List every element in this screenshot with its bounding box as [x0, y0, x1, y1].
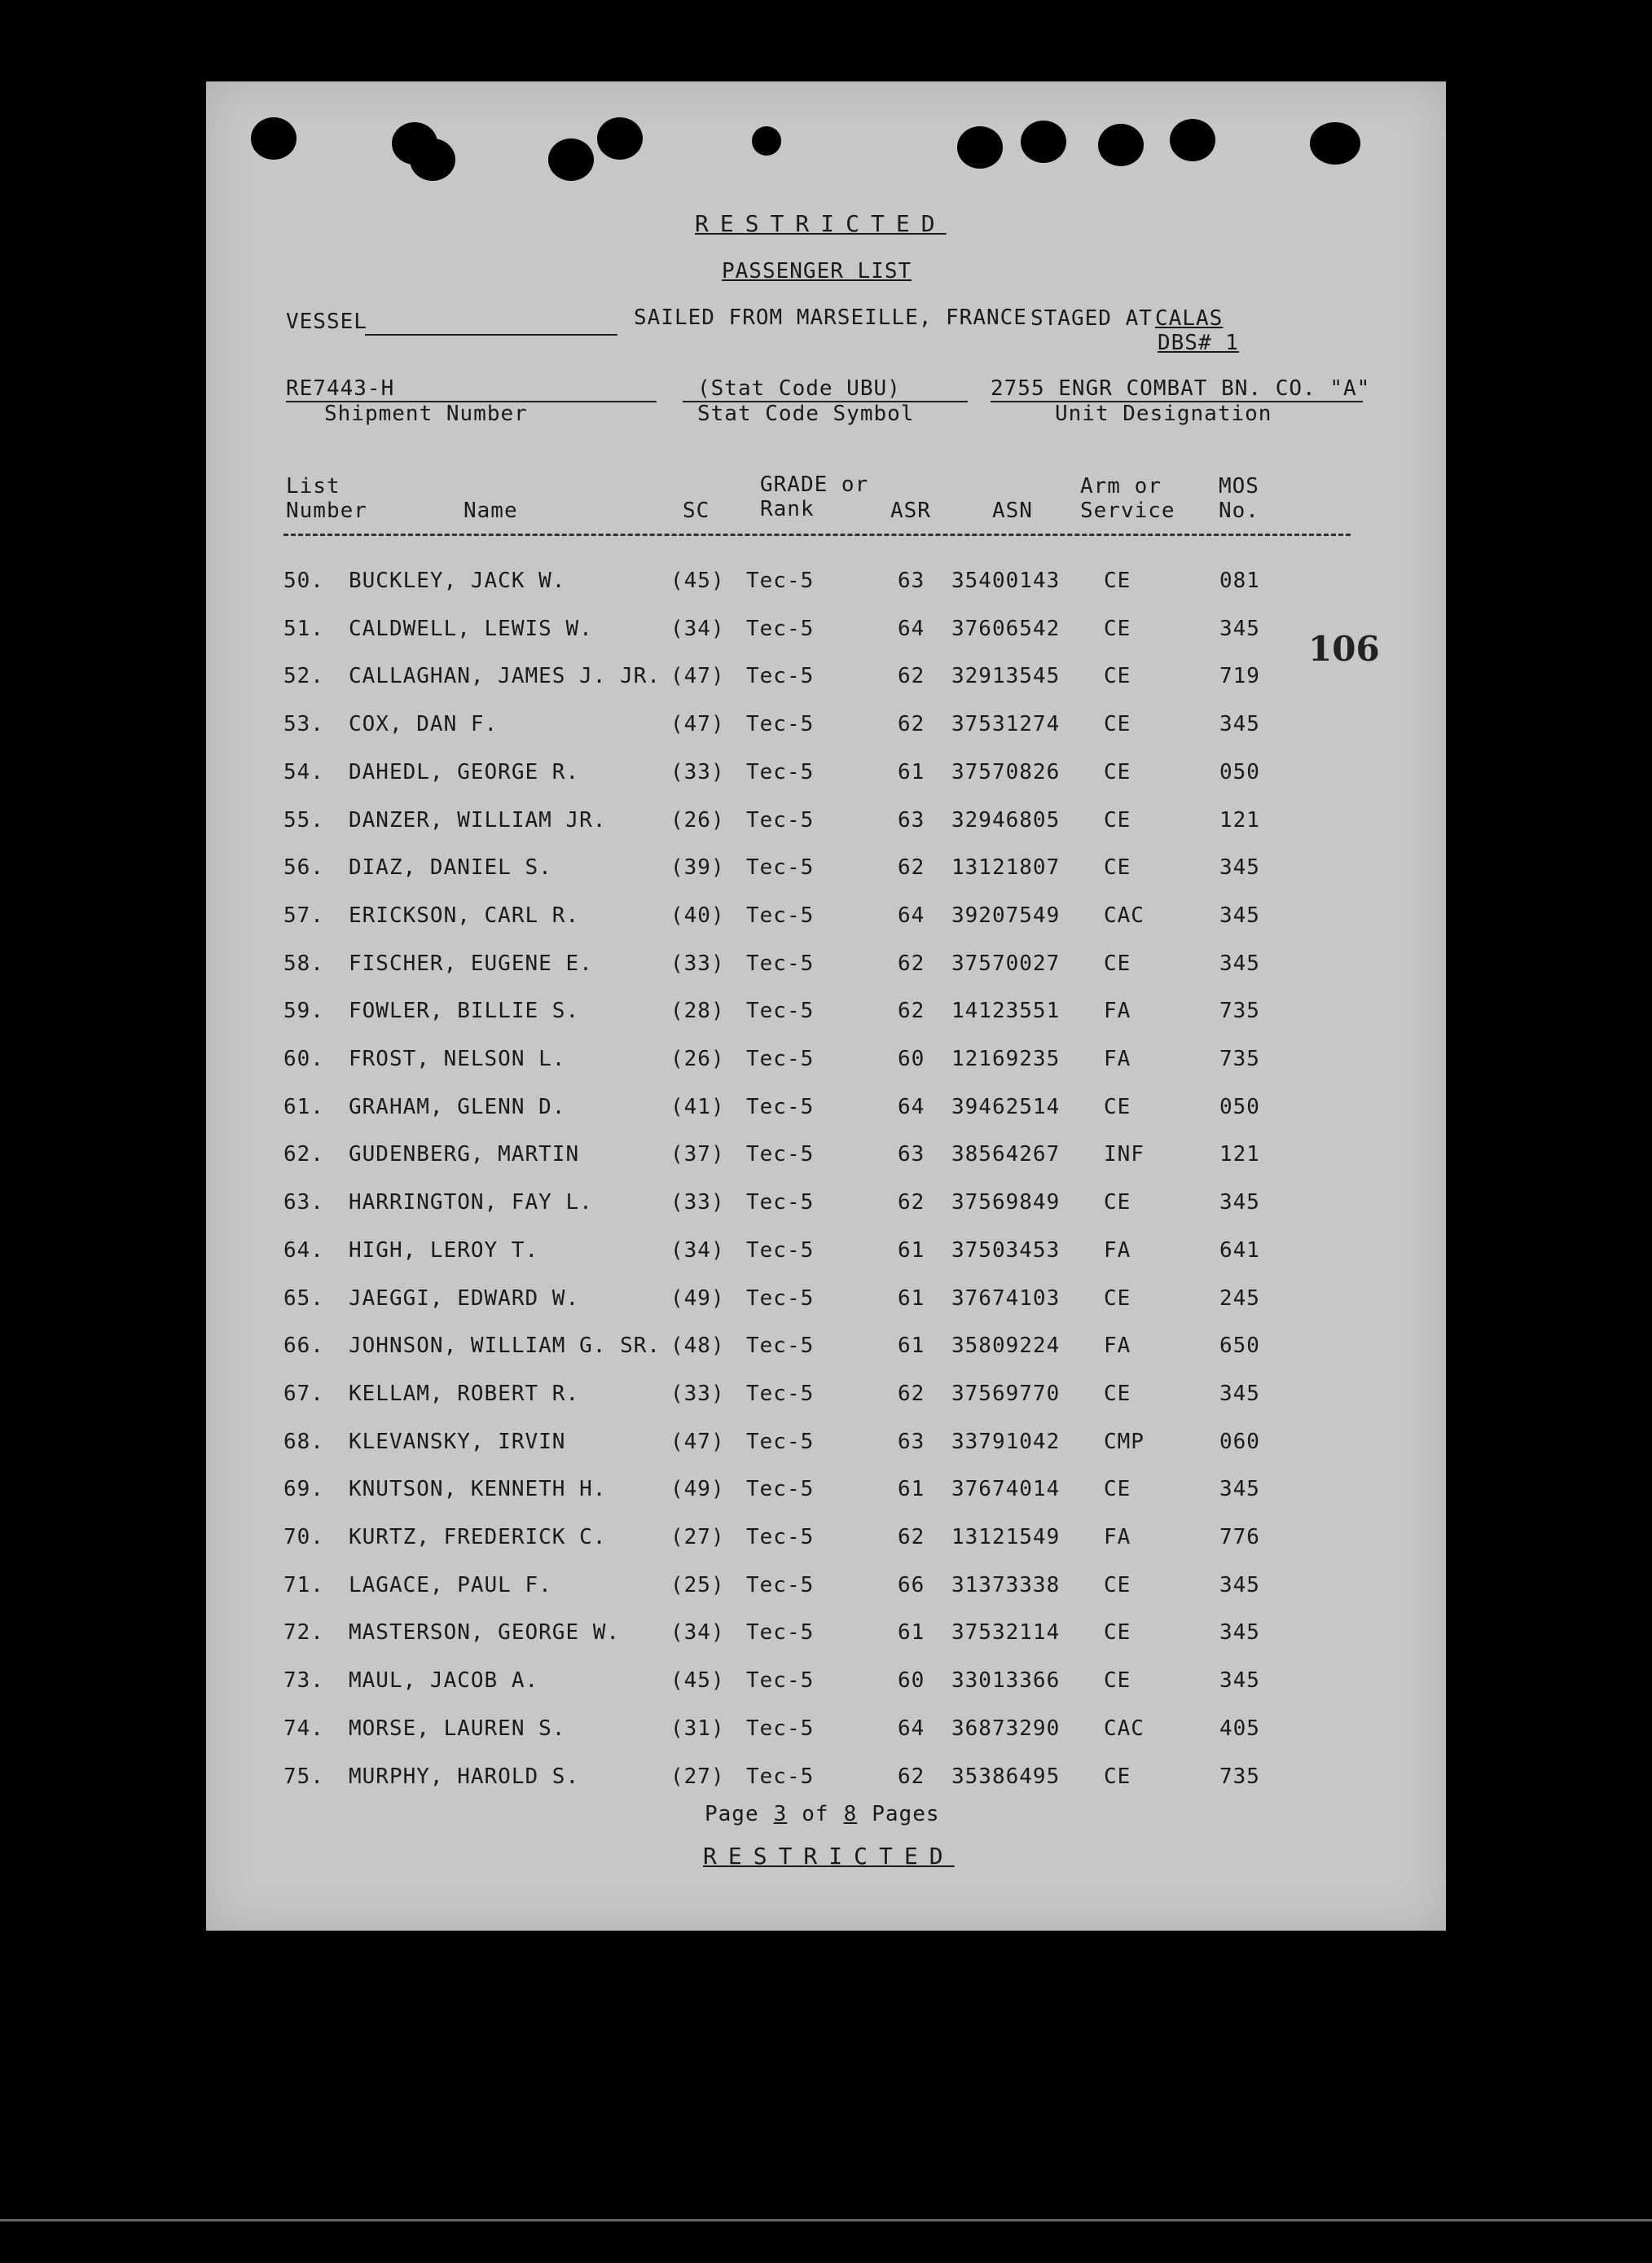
- cell-sc: (48): [670, 1334, 725, 1359]
- cell-mos: 735: [1219, 999, 1260, 1024]
- table-row: [206, 1238, 1428, 1271]
- cell-asn: 37570027: [951, 951, 1061, 976]
- cell-name: MORSE, LAUREN S.: [349, 1716, 566, 1741]
- cell-arm: CE: [1104, 1477, 1131, 1502]
- cell-asn: 37532114: [951, 1620, 1061, 1646]
- cell-no: 57.: [283, 903, 324, 928]
- cell-asr: 64: [898, 903, 925, 928]
- col-header-rank: Rank: [760, 497, 815, 521]
- cell-name: KLEVANSKY, IRVIN: [349, 1429, 566, 1454]
- cell-sc: (33): [670, 1190, 725, 1215]
- cell-name: CALLAGHAN, JAMES J. JR.: [349, 664, 661, 689]
- cell-grade: Tec-5: [746, 1047, 815, 1071]
- cell-asn: 37531274: [951, 712, 1061, 737]
- col-header-asn: ASN: [992, 499, 1033, 523]
- shipment-number: RE7443-H: [286, 376, 395, 401]
- cell-grade: Tec-5: [746, 855, 815, 881]
- cell-no: 59.: [283, 999, 324, 1024]
- cell-sc: (49): [670, 1477, 725, 1502]
- cell-sc: (28): [670, 999, 725, 1024]
- cell-grade: Tec-5: [746, 1285, 815, 1311]
- cell-no: 58.: [283, 951, 324, 976]
- cell-asn: 13121549: [951, 1525, 1061, 1549]
- col-header-list: List: [286, 474, 341, 499]
- cell-mos: 345: [1219, 1668, 1260, 1694]
- cell-sc: (25): [670, 1572, 725, 1597]
- cell-mos: 345: [1219, 1620, 1260, 1646]
- cell-asr: 62: [898, 1525, 925, 1549]
- cell-arm: CE: [1104, 712, 1131, 737]
- cell-mos: 641: [1219, 1237, 1260, 1263]
- cell-mos: 081: [1219, 569, 1260, 593]
- cell-name: HIGH, LEROY T.: [349, 1237, 539, 1263]
- cell-asr: 60: [898, 1668, 925, 1694]
- cell-asr: 61: [898, 1334, 925, 1359]
- cell-sc: (37): [670, 1142, 725, 1167]
- table-row: [206, 1334, 1428, 1366]
- table-row: [206, 760, 1428, 793]
- cell-no: 55.: [283, 807, 324, 833]
- cell-grade: Tec-5: [746, 1620, 815, 1646]
- cell-arm: CMP: [1104, 1429, 1145, 1454]
- table-row: [206, 1620, 1428, 1653]
- cell-grade: Tec-5: [746, 807, 815, 833]
- cell-sc: (47): [670, 712, 725, 737]
- table-row: [206, 1047, 1428, 1079]
- cell-grade: Tec-5: [746, 1094, 815, 1119]
- cell-grade: Tec-5: [746, 616, 815, 641]
- cell-arm: CE: [1104, 1190, 1131, 1215]
- cell-name: GRAHAM, GLENN D.: [349, 1094, 566, 1119]
- cell-asn: 14123551: [951, 999, 1061, 1024]
- cell-sc: (41): [670, 1094, 725, 1119]
- cell-name: BUCKLEY, JACK W.: [349, 569, 566, 593]
- cell-arm: CE: [1104, 807, 1131, 833]
- stat-code-label: Stat Code Symbol: [697, 402, 915, 426]
- cell-sc: (27): [670, 1525, 725, 1549]
- col-header-sc: SC: [683, 499, 710, 523]
- classification-header: RESTRICTED: [695, 210, 947, 237]
- staged-at-value: CALAS: [1155, 306, 1224, 331]
- cell-asr: 63: [898, 1142, 925, 1167]
- cell-asr: 61: [898, 1237, 925, 1263]
- cell-no: 50.: [283, 569, 324, 593]
- page-stamp-number: 106: [1308, 629, 1380, 669]
- cell-asn: 12169235: [951, 1047, 1061, 1071]
- cell-arm: CE: [1104, 951, 1131, 976]
- cell-name: MASTERSON, GEORGE W.: [349, 1620, 621, 1646]
- punch-hole: [1310, 122, 1360, 165]
- cell-asr: 62: [898, 951, 925, 976]
- cell-sc: (45): [670, 569, 725, 593]
- cell-name: JOHNSON, WILLIAM G. SR.: [349, 1334, 661, 1359]
- cell-grade: Tec-5: [746, 759, 815, 784]
- cell-name: MAUL, JACOB A.: [349, 1668, 539, 1694]
- unit-designation: 2755 ENGR COMBAT BN. CO. "A": [991, 376, 1371, 401]
- cell-asr: 62: [898, 999, 925, 1024]
- cell-grade: Tec-5: [746, 569, 815, 593]
- table-row: [206, 1764, 1428, 1797]
- cell-name: KURTZ, FREDERICK C.: [349, 1525, 607, 1549]
- punch-hole: [1098, 124, 1144, 166]
- cell-arm: FA: [1104, 1237, 1131, 1263]
- cell-mos: 050: [1219, 1094, 1260, 1119]
- cell-arm: CE: [1104, 1094, 1131, 1119]
- table-row: [206, 1668, 1428, 1701]
- col-header-service: Service: [1080, 499, 1175, 523]
- cell-arm: CE: [1104, 1572, 1131, 1597]
- cell-arm: FA: [1104, 1047, 1131, 1071]
- cell-no: 56.: [283, 855, 324, 881]
- page-label: Page: [705, 1802, 759, 1826]
- cell-no: 70.: [283, 1525, 324, 1549]
- dbs-number: DBS# 1: [1158, 331, 1239, 355]
- cell-grade: Tec-5: [746, 1429, 815, 1454]
- punch-hole: [957, 126, 1003, 169]
- cell-asr: 63: [898, 1429, 925, 1454]
- cell-mos: 050: [1219, 759, 1260, 784]
- cell-no: 74.: [283, 1716, 324, 1741]
- cell-grade: Tec-5: [746, 1142, 815, 1167]
- cell-no: 62.: [283, 1142, 324, 1167]
- cell-asn: 31373338: [951, 1572, 1061, 1597]
- header-separator: [283, 534, 1351, 536]
- cell-sc: (34): [670, 1620, 725, 1646]
- table-row: [206, 617, 1428, 649]
- table-row: [206, 855, 1428, 888]
- cell-mos: 345: [1219, 712, 1260, 737]
- cell-name: MURPHY, HAROLD S.: [349, 1764, 580, 1789]
- col-header-arm: Arm or: [1080, 474, 1162, 499]
- classification-footer: RESTRICTED: [703, 1843, 955, 1870]
- cell-no: 60.: [283, 1047, 324, 1071]
- cell-mos: 776: [1219, 1525, 1260, 1549]
- table-row: [206, 1190, 1428, 1223]
- cell-arm: FA: [1104, 999, 1131, 1024]
- cell-arm: INF: [1104, 1142, 1145, 1167]
- cell-no: 66.: [283, 1334, 324, 1359]
- page-indicator: [705, 1802, 940, 1826]
- cell-grade: Tec-5: [746, 951, 815, 976]
- cell-name: FISCHER, EUGENE E.: [349, 951, 593, 976]
- table-row: [206, 1477, 1428, 1509]
- cell-asr: 62: [898, 855, 925, 881]
- cell-no: 51.: [283, 616, 324, 641]
- vessel-blank: [365, 334, 617, 336]
- cell-grade: Tec-5: [746, 1477, 815, 1502]
- cell-asr: 62: [898, 1190, 925, 1215]
- cell-grade: Tec-5: [746, 1334, 815, 1359]
- cell-asr: 64: [898, 616, 925, 641]
- cell-name: GUDENBERG, MARTIN: [349, 1142, 580, 1167]
- table-row: [206, 1430, 1428, 1462]
- col-header-number: Number: [286, 499, 367, 523]
- cell-asn: 37569849: [951, 1190, 1061, 1215]
- punch-hole: [251, 117, 297, 160]
- cell-arm: CE: [1104, 616, 1131, 641]
- table-row: [206, 1716, 1428, 1749]
- punch-hole: [597, 117, 643, 160]
- punch-hole: [1170, 119, 1215, 161]
- cell-grade: Tec-5: [746, 1525, 815, 1549]
- cell-asr: 62: [898, 1381, 925, 1406]
- cell-grade: Tec-5: [746, 999, 815, 1024]
- cell-no: 61.: [283, 1094, 324, 1119]
- cell-mos: 121: [1219, 807, 1260, 833]
- cell-asn: 35386495: [951, 1764, 1061, 1789]
- cell-asr: 63: [898, 569, 925, 593]
- cell-asr: 64: [898, 1094, 925, 1119]
- cell-asn: 37569770: [951, 1381, 1061, 1406]
- cell-name: FROST, NELSON L.: [349, 1047, 566, 1071]
- cell-asn: 39207549: [951, 903, 1061, 928]
- cell-asn: 32946805: [951, 807, 1061, 833]
- cell-asr: 61: [898, 1620, 925, 1646]
- stat-code: (Stat Code UBU): [697, 376, 901, 401]
- cell-asr: 60: [898, 1047, 925, 1071]
- cell-grade: Tec-5: [746, 1572, 815, 1597]
- cell-asr: 61: [898, 1477, 925, 1502]
- cell-asr: 66: [898, 1572, 925, 1597]
- cell-name: COX, DAN F.: [349, 712, 499, 737]
- cell-grade: Tec-5: [746, 1381, 815, 1406]
- cell-arm: CE: [1104, 1668, 1131, 1694]
- col-header-mos-no: No.: [1219, 499, 1259, 523]
- cell-mos: 345: [1219, 855, 1260, 881]
- cell-mos: 345: [1219, 616, 1260, 641]
- cell-name: DANZER, WILLIAM JR.: [349, 807, 607, 833]
- cell-no: 54.: [283, 759, 324, 784]
- cell-asn: 35809224: [951, 1334, 1061, 1359]
- cell-asr: 62: [898, 712, 925, 737]
- cell-asn: 33013366: [951, 1668, 1061, 1694]
- unit-designation-label: Unit Designation: [1055, 402, 1272, 426]
- cell-sc: (40): [670, 903, 725, 928]
- of-label: of: [802, 1802, 829, 1826]
- cell-name: JAEGGI, EDWARD W.: [349, 1285, 580, 1311]
- vessel-label: VESSEL: [286, 310, 367, 334]
- cell-no: 69.: [283, 1477, 324, 1502]
- cell-mos: 245: [1219, 1285, 1260, 1311]
- cell-no: 53.: [283, 712, 324, 737]
- sailed-from: SAILED FROM MARSEILLE, FRANCE: [634, 305, 1027, 330]
- cell-sc: (26): [670, 807, 725, 833]
- cell-arm: FA: [1104, 1525, 1131, 1549]
- cell-no: 73.: [283, 1668, 324, 1694]
- table-row: [206, 1095, 1428, 1127]
- cell-arm: CE: [1104, 1381, 1131, 1406]
- cell-grade: Tec-5: [746, 712, 815, 737]
- cell-sc: (47): [670, 1429, 725, 1454]
- col-header-grade: GRADE or: [760, 472, 869, 497]
- page-number: 3: [773, 1802, 788, 1826]
- cell-asr: 61: [898, 1285, 925, 1311]
- cell-asn: 36873290: [951, 1716, 1061, 1741]
- cell-name: ERICKSON, CARL R.: [349, 903, 580, 928]
- table-row: [206, 808, 1428, 841]
- cell-name: HARRINGTON, FAY L.: [349, 1190, 593, 1215]
- cell-mos: 345: [1219, 1572, 1260, 1597]
- cell-no: 63.: [283, 1190, 324, 1215]
- cell-name: LAGACE, PAUL F.: [349, 1572, 552, 1597]
- punch-hole: [548, 138, 594, 181]
- cell-asr: 63: [898, 807, 925, 833]
- col-header-mos: MOS: [1219, 474, 1259, 499]
- cell-asn: 37606542: [951, 616, 1061, 641]
- table-row: [206, 712, 1428, 745]
- cell-sc: (33): [670, 759, 725, 784]
- cell-name: KNUTSON, KENNETH H.: [349, 1477, 607, 1502]
- cell-arm: CE: [1104, 569, 1131, 593]
- table-row: [206, 951, 1428, 984]
- table-row: [206, 569, 1428, 601]
- cell-sc: (49): [670, 1285, 725, 1311]
- punch-hole: [752, 126, 781, 156]
- cell-asn: 13121807: [951, 855, 1061, 881]
- cell-no: 68.: [283, 1429, 324, 1454]
- cell-grade: Tec-5: [746, 664, 815, 689]
- cell-sc: (39): [670, 855, 725, 881]
- cell-sc: (34): [670, 616, 725, 641]
- cell-grade: Tec-5: [746, 1716, 815, 1741]
- punch-hole: [1021, 121, 1066, 163]
- cell-no: 72.: [283, 1620, 324, 1646]
- table-row: [206, 1525, 1428, 1558]
- cell-name: FOWLER, BILLIE S.: [349, 999, 580, 1024]
- cell-asn: 32913545: [951, 664, 1061, 689]
- punch-hole: [410, 138, 455, 181]
- cell-grade: Tec-5: [746, 1190, 815, 1215]
- staged-at-label: STAGED AT: [1030, 306, 1153, 331]
- cell-grade: Tec-5: [746, 1668, 815, 1694]
- cell-no: 71.: [283, 1572, 324, 1597]
- table-row: [206, 1573, 1428, 1606]
- table-row: [206, 1142, 1428, 1175]
- cell-no: 65.: [283, 1285, 324, 1311]
- cell-name: DIAZ, DANIEL S.: [349, 855, 552, 881]
- table-row: [206, 664, 1428, 696]
- col-header-asr: ASR: [890, 499, 931, 523]
- cell-grade: Tec-5: [746, 903, 815, 928]
- cell-asr: 62: [898, 664, 925, 689]
- cell-arm: CAC: [1104, 1716, 1145, 1741]
- cell-arm: CE: [1104, 1764, 1131, 1789]
- cell-grade: Tec-5: [746, 1764, 815, 1789]
- cell-arm: CE: [1104, 855, 1131, 881]
- cell-mos: 719: [1219, 664, 1260, 689]
- cell-mos: 345: [1219, 903, 1260, 928]
- cell-sc: (26): [670, 1047, 725, 1071]
- cell-name: CALDWELL, LEWIS W.: [349, 616, 593, 641]
- col-header-name: Name: [464, 499, 518, 523]
- table-row: [206, 1382, 1428, 1414]
- cell-arm: CE: [1104, 759, 1131, 784]
- cell-no: 52.: [283, 664, 324, 689]
- cell-no: 75.: [283, 1764, 324, 1789]
- cell-asr: 64: [898, 1716, 925, 1741]
- cell-mos: 735: [1219, 1764, 1260, 1789]
- cell-asn: 33791042: [951, 1429, 1061, 1454]
- cell-sc: (47): [670, 664, 725, 689]
- cell-asn: 37570826: [951, 759, 1061, 784]
- cell-arm: CE: [1104, 1620, 1131, 1646]
- document-page: [206, 81, 1446, 1931]
- table-row: [206, 999, 1428, 1031]
- cell-arm: CE: [1104, 664, 1131, 689]
- cell-sc: (33): [670, 1381, 725, 1406]
- cell-mos: 735: [1219, 1047, 1260, 1071]
- cell-no: 67.: [283, 1381, 324, 1406]
- shipment-number-label: Shipment Number: [324, 402, 528, 426]
- cell-mos: 650: [1219, 1334, 1260, 1359]
- cell-name: DAHEDL, GEORGE R.: [349, 759, 580, 784]
- cell-mos: 060: [1219, 1429, 1260, 1454]
- pages-label: Pages: [872, 1802, 940, 1826]
- cell-asr: 61: [898, 759, 925, 784]
- scan-edge-line: [0, 2219, 1652, 2221]
- table-row: [206, 903, 1428, 936]
- cell-asn: 37503453: [951, 1237, 1061, 1263]
- cell-arm: CAC: [1104, 903, 1145, 928]
- cell-asn: 37674014: [951, 1477, 1061, 1502]
- cell-mos: 345: [1219, 1381, 1260, 1406]
- cell-sc: (34): [670, 1237, 725, 1263]
- cell-sc: (33): [670, 951, 725, 976]
- cell-asn: 37674103: [951, 1285, 1061, 1311]
- document-title: PASSENGER LIST: [722, 259, 912, 283]
- cell-mos: 405: [1219, 1716, 1260, 1741]
- cell-mos: 121: [1219, 1142, 1260, 1167]
- cell-no: 64.: [283, 1237, 324, 1263]
- cell-grade: Tec-5: [746, 1237, 815, 1263]
- cell-sc: (45): [670, 1668, 725, 1694]
- cell-asr: 62: [898, 1764, 925, 1789]
- page-total: 8: [843, 1802, 858, 1826]
- cell-name: KELLAM, ROBERT R.: [349, 1381, 580, 1406]
- cell-arm: FA: [1104, 1334, 1131, 1359]
- cell-mos: 345: [1219, 951, 1260, 976]
- cell-sc: (27): [670, 1764, 725, 1789]
- cell-asn: 38564267: [951, 1142, 1061, 1167]
- cell-asn: 39462514: [951, 1094, 1061, 1119]
- cell-sc: (31): [670, 1716, 725, 1741]
- cell-mos: 345: [1219, 1190, 1260, 1215]
- cell-mos: 345: [1219, 1477, 1260, 1502]
- cell-arm: CE: [1104, 1285, 1131, 1311]
- table-row: [206, 1286, 1428, 1319]
- cell-asn: 35400143: [951, 569, 1061, 593]
